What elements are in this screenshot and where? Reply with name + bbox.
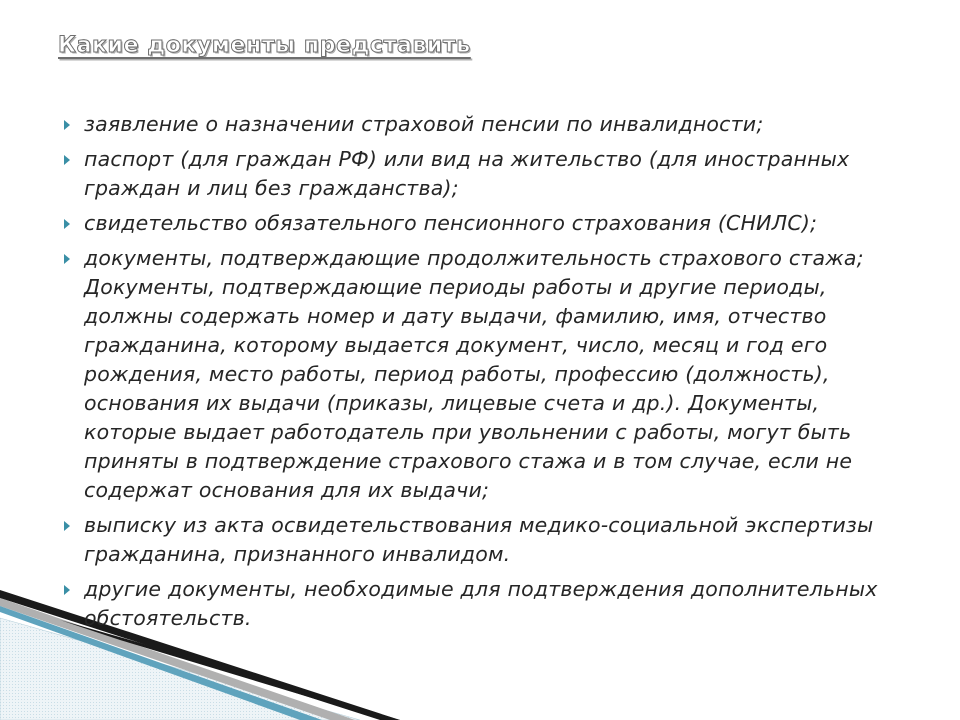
bullet-arrow-icon (64, 254, 70, 264)
list-item (62, 145, 902, 203)
bullet-text: паспорт (для граждан РФ) или вид на жительство (для иностранных граждан и лиц без гражданства); (84, 147, 850, 200)
bullet-text: выписку из акта освидетельствования медико-социальной экспертизы гражданина, признанного инвалидом. (84, 513, 874, 566)
bullet-text: другие документы, необходимые для подтверждения дополнительных обстоятельств. (84, 577, 878, 630)
bullet-text: свидетельство обязательного пенсионного страхования (СНИЛС); (84, 211, 818, 235)
slide-title: Какие документы представить (58, 33, 471, 58)
list-item (62, 110, 902, 139)
bullet-arrow-icon (64, 585, 70, 595)
bullet-text: документы, подтверждающие продолжительность страхового стажа; Документы, подтверждающие периоды работы и другие периоды, должны содержать номер и дату выдачи, фамилию, имя, отчество гражданина, которому выдается документ, число, месяц и год его рождения, место работы, период работы, профессию (должность), основания их выдачи (приказы, лицевые счета и др.). Документы, которые выдает работодатель при увольнении с работы, могут быть приняты в подтверждение страхового стажа и в том случае, если не содержат основания для их выдачи; (84, 246, 864, 502)
bullet-arrow-icon (64, 521, 70, 531)
list-item (62, 511, 902, 569)
bullet-arrow-icon (64, 155, 70, 165)
list-item (62, 209, 902, 238)
bullet-arrow-icon (64, 219, 70, 229)
list-item (62, 244, 902, 505)
list-item (62, 575, 902, 633)
bullet-text: заявление о назначении страховой пенсии по инвалидности; (84, 112, 764, 136)
bullet-arrow-icon (64, 120, 70, 130)
bullet-list (62, 110, 902, 639)
